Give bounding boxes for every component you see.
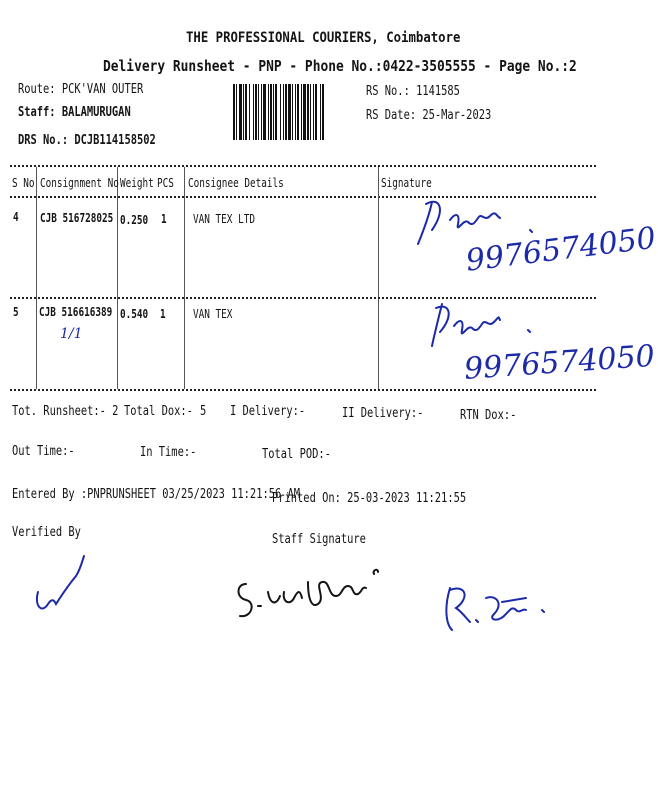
header-weight: Weight — [120, 176, 154, 190]
rtn-dox: RTN Dox:- — [460, 408, 517, 423]
header-signature: Signature — [381, 176, 432, 190]
i-delivery: I Delivery:- — [230, 404, 306, 419]
staff-label: Staff: BALAMURUGAN — [18, 105, 131, 120]
row-sno: 5 — [13, 305, 19, 319]
total-pod: Total POD:- — [262, 447, 331, 462]
verifier-signature-icon — [30, 548, 90, 618]
total-dox-label: Total Dox:- — [124, 404, 193, 419]
route-label: Route: PCK'VAN OUTER — [18, 82, 144, 97]
receiver-signature-icon — [424, 300, 554, 350]
column-divider — [36, 167, 37, 389]
row-consignee: VAN TEX LTD — [193, 212, 255, 226]
table-top-rule — [10, 165, 596, 167]
rs-date: RS Date: 25-Mar-2023 — [366, 108, 492, 123]
row-separator — [10, 297, 596, 299]
column-divider — [184, 167, 185, 389]
row-pcs: 1 — [161, 212, 167, 226]
in-time: In Time:- — [140, 445, 197, 460]
row-consignment: CJB 516728025 — [40, 211, 114, 225]
row-weight: 0.540 — [120, 307, 149, 321]
header-consignment: Consignment No — [40, 176, 119, 190]
drs-number: DRS No.: DCJB114158502 — [18, 133, 156, 148]
row-weight: 0.250 — [120, 213, 149, 227]
printed-on: Printed On: 25-03-2023 11:21:55 — [272, 491, 467, 506]
barcode-bar — [324, 84, 325, 140]
second-staff-signature-icon — [442, 580, 552, 640]
row-pcs: 1 — [160, 307, 166, 321]
tot-runsheet: Tot. Runsheet:- 2 — [12, 404, 119, 419]
table-bottom-rule — [10, 389, 596, 391]
staff-signature-icon — [232, 562, 392, 632]
ii-delivery: II Delivery:- — [342, 406, 424, 421]
header-consignee: Consignee Details — [188, 176, 284, 190]
header-pcs: PCS — [157, 176, 174, 190]
row-signature-phone: 9976574050 — [464, 220, 658, 279]
row-consignment: CJB 516616389 — [39, 305, 113, 319]
entered-by: Entered By :PNPRUNSHEET 03/25/2023 11:21:56 AM — [12, 487, 301, 502]
row-sno: 4 — [13, 210, 19, 224]
header-sno: S No — [12, 176, 35, 190]
out-time: Out Time:- — [12, 444, 75, 459]
row-signature-phone: 9976574050 — [463, 338, 656, 387]
row-handwritten-note: 1/1 — [60, 326, 83, 342]
row-consignee: VAN TEX — [193, 307, 233, 321]
verified-by: Verified By — [12, 525, 81, 540]
column-divider — [378, 167, 379, 389]
company-title: THE PROFESSIONAL COURIERS, Coimbatore — [186, 30, 461, 46]
column-divider — [117, 167, 118, 389]
total-dox-value: 5 — [200, 404, 207, 419]
staff-signature-label: Staff Signature — [272, 532, 366, 547]
barcode — [233, 84, 355, 140]
runsheet-subtitle: Delivery Runsheet - PNP - Phone No.:0422-3505555 - Page No.:2 — [103, 57, 577, 75]
rs-number: RS No.: 1141585 — [366, 84, 460, 99]
